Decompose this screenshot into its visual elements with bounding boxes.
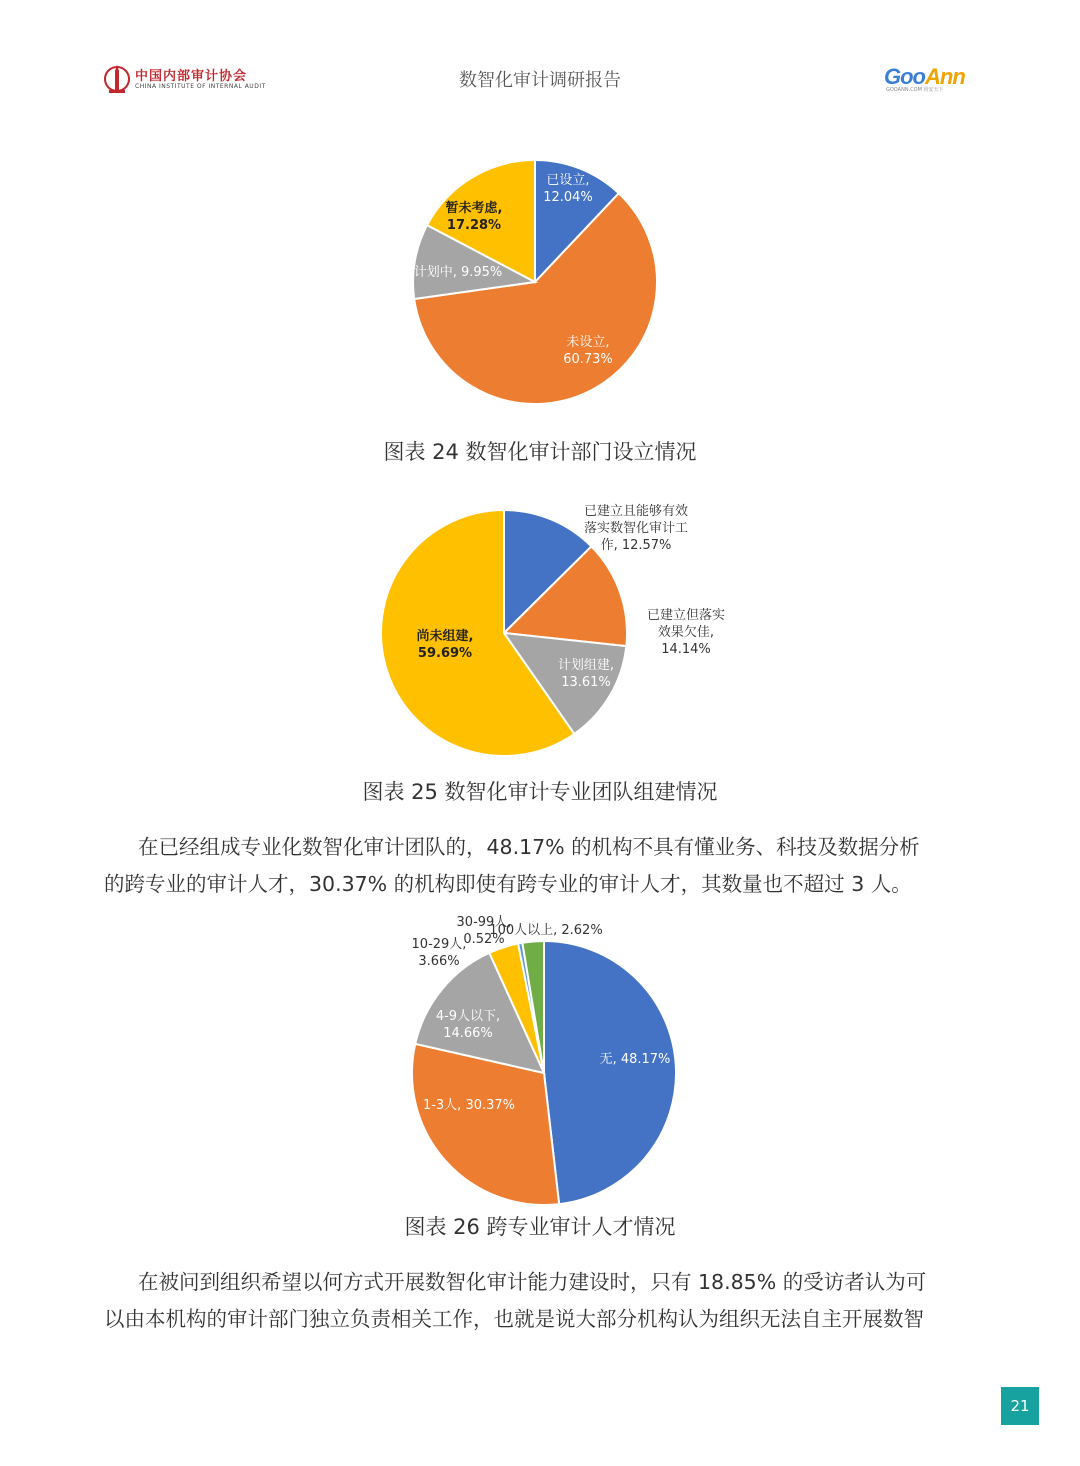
slice-label-line: 已建立且能够有效	[583, 504, 689, 519]
paragraph-line: 以由本机构的审计部门独立负责相关工作，也就是说大部分机构认为组织无法自主开展数智	[104, 1307, 924, 1331]
gooann-logo	[884, 64, 984, 94]
slice-label-line: 落实数智化审计工	[583, 521, 689, 536]
pie-chart-department	[0, 150, 1080, 420]
slice-data-label	[412, 937, 467, 969]
brand-left: Goo	[884, 64, 925, 89]
slice-label-line: 未设立,	[566, 335, 610, 350]
chart-26-caption: 图表 26 跨专业审计人才情况	[404, 1215, 676, 1239]
org-name-en: CHINA INSTITUTE OF INTERNAL AUDIT	[135, 83, 266, 90]
pie-chart-team	[0, 495, 1080, 770]
slice-label-line: 作, 12.57%	[600, 538, 672, 553]
page-header	[0, 0, 1080, 110]
slice-label-line: 4-9人以下,	[435, 1009, 501, 1024]
chart-26	[0, 910, 1080, 1210]
slice-label-line: 3.66%	[418, 954, 460, 969]
slice-label-line: 已建立但落实	[646, 608, 726, 623]
slice-data-label	[600, 1052, 671, 1067]
slice-label-line: 100人以上, 2.62%	[489, 923, 603, 938]
chart-24	[0, 150, 1080, 420]
paragraph-line: 在已经组成专业化数智化审计团队的，48.17% 的机构不具有懂业务、科技及数据分析	[138, 835, 920, 859]
slice-data-label	[423, 1098, 515, 1113]
slice-label-line: 12.04%	[543, 190, 593, 205]
paragraph-2	[104, 1264, 976, 1338]
slice-data-label	[414, 264, 503, 280]
slice-label-line: 暂未考虑,	[445, 201, 503, 216]
paragraph-1	[104, 829, 976, 903]
slice-label-line: 无, 48.17%	[599, 1052, 671, 1067]
slice-data-label	[584, 503, 688, 553]
pie-slice	[544, 941, 676, 1204]
brand-sub: GOOANN.COM 荷安天下	[886, 87, 944, 93]
pie-chart-talent	[0, 910, 1080, 1210]
slice-label-line: 59.69%	[417, 646, 473, 661]
slice-data-label	[489, 923, 602, 938]
org-name-cn: 中国内部审计协会	[135, 69, 248, 84]
chart-25	[0, 495, 1080, 770]
paragraph-line: 在被问到组织希望以何方式开展数智化审计能力建设时，只有 18.85% 的受访者认为可	[138, 1270, 927, 1294]
report-title: 数智化审计调研报告	[459, 70, 621, 91]
slice-label-line: 0.52%	[463, 932, 505, 947]
slice-label-line: 14.14%	[661, 642, 711, 657]
slice-label-line: 14.66%	[443, 1026, 493, 1041]
slice-label-line: 效果欠佳,	[657, 625, 715, 640]
slice-label-line: 计划组建,	[557, 658, 615, 673]
paragraph-line: 的跨专业的审计人才，30.37% 的机构即使有跨专业的审计人才，其数量也不超过 3 人。	[104, 872, 912, 896]
slice-label-line: 30-99人,	[456, 915, 512, 930]
slice-label-line: 尚未组建,	[416, 629, 474, 644]
slice-label-line: 1-3人, 30.37%	[422, 1098, 516, 1113]
slice-label-line: 已设立,	[546, 173, 590, 188]
slice-label-line: 计划中, 9.95%	[413, 265, 503, 280]
brand-right: Ann	[925, 64, 965, 89]
slice-label-line: 17.28%	[446, 218, 502, 233]
slice-label-line: 13.61%	[561, 675, 611, 690]
slice-label-line: 60.73%	[563, 352, 613, 367]
slice-label-line: 10-29人,	[411, 937, 467, 952]
chart-24-caption: 图表 24 数智化审计部门设立情况	[383, 440, 697, 464]
chart-25-caption: 图表 25 数智化审计专业团队组建情况	[362, 780, 718, 804]
slice-data-label	[647, 607, 725, 657]
page-number: 21	[1001, 1387, 1039, 1425]
